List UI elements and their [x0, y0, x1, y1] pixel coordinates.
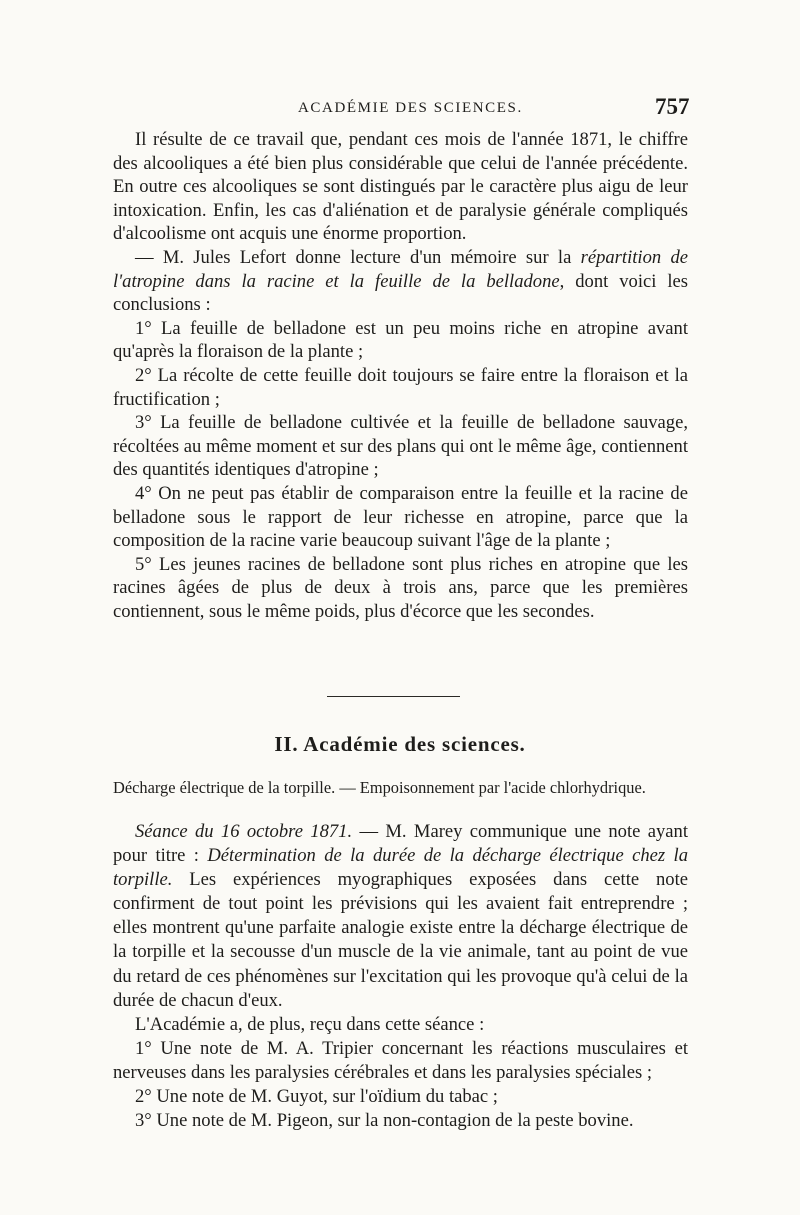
lefort-intro: — M. Jules Lefort donne lecture d'un mémoire sur la [135, 246, 581, 268]
academy-session-report [113, 820, 688, 1133]
section-divider [327, 696, 460, 697]
marey-note-title: Détermination de la durée de la décharge électrique chez la torpille. [113, 845, 688, 891]
conclusion-item-4: 4° On ne peut pas établir de comparaison entre la feuille et la racine de belladone sous le rapport de leur richesse en atropine, parce que la composition de la racine varie beaucoup suivant l'âge de la plante ; [113, 482, 688, 552]
note-item-2: 2° Une note de M. Guyot, sur l'oïdium du tabac ; [135, 1086, 498, 1108]
conclusion-item-2: 2° La récolte de cette feuille doit toujours se faire entre la floraison et la fructification ; [113, 364, 688, 410]
note-item-3: 3° Une note de M. Pigeon, sur la non-contagion de la peste bovine. [135, 1110, 634, 1132]
page-header [0, 94, 800, 124]
section-heading: II. Académie des sciences. [274, 732, 526, 756]
conclusion-item-3: 3° La feuille de belladone cultivée et la feuille de belladone sauvage, récoltées au même moment et sur des plans qui ont le même âge, contiennent des quantités identiques d'atropine ; [113, 412, 688, 481]
lefort-paragraph [113, 246, 688, 317]
running-title: ACADÉMIE DES SCIENCES. [298, 100, 523, 116]
marey-paragraph [113, 820, 688, 1013]
session-date: Séance du 16 octobre 1871. [135, 821, 353, 842]
conclusion-item-1: 1° La feuille de belladone est un peu moins riche en atropine avant qu'après la floraison de la plante ; [113, 317, 688, 363]
lefort-memoir-title: répartition de l'atropine dans la racine et la feuille de la belladone [113, 246, 688, 292]
marey-intro: — M. Marey communique une note ayant pour titre : [113, 821, 688, 867]
note-item-1: 1° Une note de M. A. Tripier concernant les réactions musculaires et nerveuses dans les paralysies cérébrales et dans les paralysies spéciales ; [113, 1037, 688, 1083]
marey-body: Les expériences myographiques exposées dans cette note confirment de tout point les prévisions qui les avaient fait entreprendre ; elles montrent qu'une parfaite analogie existe entre la décharge électrique de la torpille et la secousse d'un muscle de la vie animale, tant au point de vue du retard de ces phénomènes sur l'excitation qui les provoque qu'à celui de la durée de chacun d'eux. [113, 869, 688, 1011]
conclusion-item-5: 5° Les jeunes racines de belladone sont plus riches en atropine que les racines âgées de plus de deux à trois ans, parce que les premières contiennent, sous le même poids, plus d'écorce que les secondes. [113, 553, 688, 622]
alcoholism-conclusion-paragraph: Il résulte de ce travail que, pendant ces mois de l'année 1871, le chiffre des alcooliques a été bien plus considérable que celui de l'année précédente. En outre ces alcooliques se sont distingués par le caractère plus aigu de leur intoxication. Enfin, les cas d'aliénation et de paralysie générale compliqués d'alcoolisme ont acquis une énorme proportion. [113, 129, 688, 245]
society-report [113, 128, 688, 623]
received-intro: L'Académie a, de plus, reçu dans cette séance : [135, 1013, 485, 1035]
lefort-outro: , dont voici les conclusions : [113, 270, 688, 316]
section-summary: Décharge électrique de la torpille. — Empoisonnement par l'acide chlorhydrique. [113, 778, 646, 797]
page-number: 757 [655, 94, 690, 119]
